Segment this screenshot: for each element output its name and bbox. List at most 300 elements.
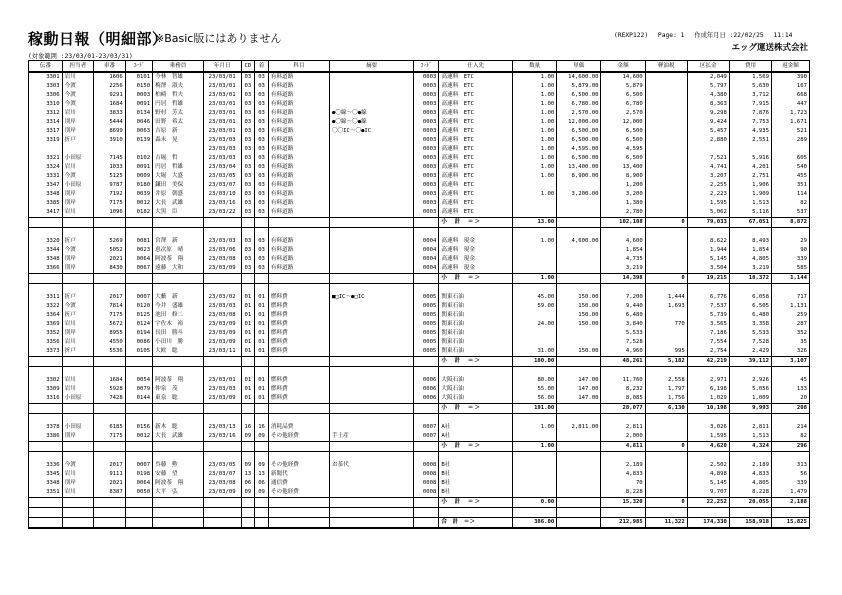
table-cell: 14,600	[601, 72, 645, 82]
table-cell: 0005	[414, 338, 439, 347]
table-cell: 3,200.00	[557, 190, 601, 199]
table-cell: 23/03/03	[203, 136, 241, 145]
table-cell: 23/03/01	[203, 100, 241, 109]
table-cell	[414, 508, 439, 518]
table-cell: 3,026	[687, 423, 729, 432]
table-cell: 0006	[414, 376, 439, 385]
table-cell	[329, 172, 413, 181]
table-cell: 小 計 ＝＞	[439, 498, 513, 508]
table-cell: 23/03/02	[203, 293, 241, 302]
table-cell: 今渡	[62, 172, 94, 181]
table-cell: 48,261	[601, 357, 645, 367]
table-cell: 有料道路	[268, 145, 329, 154]
table-cell	[729, 284, 771, 294]
table-cell: 147.00	[557, 385, 601, 394]
table-cell: 高速料 ETC	[439, 118, 513, 127]
table-cell: 0150	[125, 82, 152, 91]
table-cell: 有料道路	[268, 237, 329, 246]
table-cell	[557, 518, 601, 529]
table-cell: 01	[255, 394, 269, 404]
table-cell	[513, 338, 557, 347]
table-cell: 0102	[125, 154, 152, 163]
table-cell	[94, 498, 126, 508]
table-cell: 67,051	[729, 218, 771, 228]
table-cell	[94, 442, 126, 452]
table-cell: 1,797	[645, 385, 687, 394]
table-cell: 23/03/11	[203, 347, 241, 357]
table-cell: 717	[771, 293, 809, 302]
table-cell: 東泉 聡	[153, 394, 204, 404]
subtotal-row	[29, 498, 810, 508]
table-cell: 23/03/05	[203, 461, 241, 470]
table-cell: 燃料費	[268, 338, 329, 347]
table-cell: 5,116	[729, 208, 771, 218]
table-cell: 03	[241, 100, 255, 109]
table-cell: 2021	[94, 255, 126, 264]
table-cell: 03	[241, 82, 255, 91]
table-cell: 0	[645, 218, 687, 228]
table-cell	[329, 367, 413, 377]
table-cell	[513, 264, 557, 274]
table-cell: 有料道路	[268, 181, 329, 190]
table-cell: 31.00	[513, 347, 557, 357]
table-cell: 158,918	[729, 518, 771, 529]
table-cell	[153, 452, 204, 462]
table-cell: 1033	[94, 163, 126, 172]
table-cell	[557, 452, 601, 462]
table-cell: 2,780	[601, 208, 645, 218]
table-cell	[153, 274, 204, 284]
table-cell	[645, 109, 687, 118]
table-cell: 0008	[414, 479, 439, 488]
table-cell: 別岸	[62, 329, 94, 338]
table-cell	[94, 508, 126, 518]
table-cell: 150.00	[557, 320, 601, 329]
table-cell: 7,200	[601, 293, 645, 302]
table-cell: 円居 哲雄	[153, 100, 204, 109]
table-cell	[771, 414, 809, 424]
table-cell: 1.00	[513, 237, 557, 246]
table-cell	[329, 154, 413, 163]
table-cell: 14,600.00	[557, 72, 601, 82]
table-cell: 小田原	[62, 181, 94, 190]
table-cell	[329, 442, 413, 452]
table-cell: 2,255	[687, 181, 729, 190]
table-cell: 2,189	[729, 461, 771, 470]
table-cell: 4,898	[687, 470, 729, 479]
table-cell: 5,879	[601, 82, 645, 91]
table-cell	[601, 452, 645, 462]
table-cell	[62, 228, 94, 238]
table-cell: 01	[241, 329, 255, 338]
table-cell: 1,723	[771, 109, 809, 118]
table-cell: 4,600.00	[557, 237, 601, 246]
table-cell: 0144	[125, 394, 152, 404]
spacer-row	[29, 508, 810, 518]
table-cell: 23/03/08	[203, 255, 241, 264]
table-cell: 0005	[414, 302, 439, 311]
table-cell: 90	[771, 246, 809, 255]
table-cell: 1,671	[771, 118, 809, 127]
table-cell	[557, 246, 601, 255]
table-cell: 2,189	[601, 461, 645, 470]
table-cell: 池田 修二	[153, 311, 204, 320]
table-cell	[241, 498, 255, 508]
table-cell: 326	[771, 347, 809, 357]
table-cell: 遠藤 大和	[153, 264, 204, 274]
table-cell: ●〇線～〇●線	[329, 118, 413, 127]
table-cell: 03	[255, 199, 269, 208]
table-cell	[203, 218, 241, 228]
table-cell	[645, 100, 687, 109]
table-cell: 1.00	[513, 442, 557, 452]
table-cell: 大長 武雄	[153, 432, 204, 442]
table-cell: 6,780.00	[557, 100, 601, 109]
table-cell	[729, 367, 771, 377]
table-cell: 605	[771, 154, 809, 163]
table-cell: 13,400	[601, 163, 645, 172]
table-cell: 0003	[414, 72, 439, 82]
table-cell: 03	[255, 163, 269, 172]
table-cell	[645, 284, 687, 294]
table-cell	[125, 518, 152, 529]
table-cell: 23/03/09	[203, 264, 241, 274]
table-cell: 540	[771, 163, 809, 172]
table-cell	[125, 508, 152, 518]
table-cell: 1.00	[513, 154, 557, 163]
table-cell: 15,825	[771, 518, 809, 529]
table-cell: 191.00	[513, 404, 557, 414]
table-cell: 995	[645, 347, 687, 357]
table-cell: 5269	[94, 237, 126, 246]
table-cell	[153, 367, 204, 377]
table-cell: 7192	[94, 190, 126, 199]
table-row	[29, 423, 810, 432]
table-cell: お茶代	[329, 461, 413, 470]
table-cell	[645, 414, 687, 424]
table-cell: 03	[241, 127, 255, 136]
table-cell: 関東石油	[439, 329, 513, 338]
table-cell: 1,944	[687, 246, 729, 255]
table-cell	[439, 508, 513, 518]
table-cell: 関東石油	[439, 338, 513, 347]
table-cell: 1.00	[513, 274, 557, 284]
table-cell	[557, 442, 601, 452]
table-cell: 燃料費	[268, 293, 329, 302]
table-cell: 1,854	[601, 246, 645, 255]
table-cell: A社	[439, 432, 513, 442]
table-cell	[255, 357, 269, 367]
table-cell: 03	[255, 118, 269, 127]
table-cell: 4,595	[601, 145, 645, 154]
table-cell: 23/03/09	[203, 488, 241, 498]
table-cell: 133	[771, 385, 809, 394]
table-row	[29, 127, 810, 136]
table-cell: 0007	[125, 293, 152, 302]
table-cell: 6,480	[729, 311, 771, 320]
table-cell: 別岸	[62, 127, 94, 136]
table-cell: 1.00	[513, 145, 557, 154]
table-cell: 恵次原 晴	[153, 246, 204, 255]
table-cell	[439, 414, 513, 424]
table-cell: 3,840	[601, 320, 645, 329]
table-cell: 別岸	[62, 190, 94, 199]
table-cell: 03	[241, 163, 255, 172]
table-cell: 2,558	[645, 376, 687, 385]
table-cell: 03	[241, 109, 255, 118]
table-cell	[268, 452, 329, 462]
table-cell: 長田 勝斗	[153, 329, 204, 338]
table-cell: 小 計 ＝＞	[439, 404, 513, 414]
table-cell	[203, 274, 241, 284]
table-cell: 5536	[94, 347, 126, 357]
table-cell	[203, 367, 241, 377]
table-cell	[29, 367, 63, 377]
table-cell: 3345	[29, 470, 63, 479]
table-cell: 3301	[29, 72, 63, 82]
table-cell	[125, 414, 152, 424]
table-cell: 吉原 新	[153, 127, 204, 136]
table-cell: 岩川	[62, 109, 94, 118]
table-cell: 23/03/09	[203, 329, 241, 338]
table-cell: 9,298	[687, 109, 729, 118]
table-cell: 0194	[125, 329, 152, 338]
table-cell: 0091	[125, 163, 152, 172]
table-cell: 56	[771, 470, 809, 479]
table-cell	[645, 329, 687, 338]
table-cell: 23/03/09	[203, 394, 241, 404]
table-cell	[329, 376, 413, 385]
table-cell: 宮澤 新	[153, 237, 204, 246]
table-cell: 0125	[125, 311, 152, 320]
column-header: 数量	[513, 61, 557, 73]
table-cell	[255, 228, 269, 238]
table-cell: 1606	[94, 72, 126, 82]
table-cell: 1,756	[645, 394, 687, 404]
table-cell: 14,398	[601, 274, 645, 284]
table-cell: 339	[771, 479, 809, 488]
table-cell: 2,570	[601, 109, 645, 118]
table-cell: 有料道路	[268, 127, 329, 136]
table-cell	[329, 82, 413, 91]
table-cell	[125, 452, 152, 462]
table-cell	[687, 228, 729, 238]
table-cell: 23/03/03	[203, 145, 241, 154]
table-cell: 1,693	[645, 302, 687, 311]
table-cell	[513, 479, 557, 488]
table-cell: 6,500	[601, 127, 645, 136]
table-cell: 352	[771, 329, 809, 338]
table-cell	[557, 470, 601, 479]
table-cell: 20	[771, 394, 809, 404]
table-cell	[771, 452, 809, 462]
table-cell	[241, 442, 255, 452]
table-cell: 0003	[414, 109, 439, 118]
table-cell	[94, 274, 126, 284]
table-cell: 23/03/01	[203, 376, 241, 385]
table-cell	[645, 208, 687, 218]
table-cell	[153, 518, 204, 529]
table-cell	[645, 338, 687, 347]
table-cell: 1.00	[513, 136, 557, 145]
table-cell: 燃料費	[268, 329, 329, 338]
table-cell	[414, 404, 439, 414]
table-cell	[329, 199, 413, 208]
table-cell: 仲泉 茂	[153, 385, 204, 394]
table-cell	[62, 404, 94, 414]
table-cell	[153, 284, 204, 294]
table-cell: 3344	[29, 246, 63, 255]
table-cell: 0182	[125, 208, 152, 218]
table-cell: 0003	[414, 91, 439, 100]
table-row	[29, 163, 810, 172]
table-cell	[203, 284, 241, 294]
table-cell: B社	[439, 479, 513, 488]
table-cell: 折戸	[62, 311, 94, 320]
table-cell	[645, 246, 687, 255]
table-cell: 今渡	[62, 91, 94, 100]
table-cell: 1,513	[729, 432, 771, 442]
column-header: ｺｰﾄﾞ	[125, 61, 152, 73]
table-cell: 0003	[414, 190, 439, 199]
table-cell: 別岸	[62, 255, 94, 264]
table-cell: 6,480	[601, 311, 645, 320]
table-cell: 高速料 ETC	[439, 199, 513, 208]
table-cell: 3321	[29, 154, 63, 163]
table-cell	[329, 264, 413, 274]
table-cell: 23/03/01	[203, 91, 241, 100]
table-cell: 23/03/03	[203, 302, 241, 311]
table-cell	[645, 508, 687, 518]
table-cell	[645, 145, 687, 154]
table-cell: 1.00	[513, 100, 557, 109]
table-cell: 3303	[29, 82, 63, 91]
table-cell: 3331	[29, 172, 63, 181]
table-cell: 0007	[125, 461, 152, 470]
company-name: エッグ運送株式会社	[731, 43, 808, 53]
table-cell	[513, 488, 557, 498]
table-cell: 23/03/16	[203, 199, 241, 208]
table-cell	[329, 274, 413, 284]
table-cell: 2,502	[687, 461, 729, 470]
table-cell	[601, 414, 645, 424]
table-cell	[329, 329, 413, 338]
table-cell: 燃料費	[268, 385, 329, 394]
table-cell: 0.00	[513, 498, 557, 508]
table-cell: 45	[771, 376, 809, 385]
table-cell	[29, 414, 63, 424]
table-row	[29, 199, 810, 208]
table-cell	[255, 284, 269, 294]
table-cell	[645, 163, 687, 172]
table-cell	[645, 118, 687, 127]
table-row	[29, 72, 810, 82]
table-cell: 1684	[94, 100, 126, 109]
table-cell: 5,916	[729, 154, 771, 163]
table-cell: 13	[241, 470, 255, 479]
table-cell: 8,085	[601, 394, 645, 404]
table-cell: 2,751	[729, 172, 771, 181]
table-cell: 5,056	[729, 385, 771, 394]
table-cell: 0003	[414, 181, 439, 190]
column-header: 担当者	[62, 61, 94, 73]
table-cell: 0081	[125, 237, 152, 246]
table-cell	[255, 274, 269, 284]
table-cell: 小田原	[62, 394, 94, 404]
table-cell: 0004	[414, 255, 439, 264]
table-cell: 今渡	[62, 461, 94, 470]
table-cell	[268, 508, 329, 518]
table-cell: 有料道路	[268, 82, 329, 91]
table-cell: 390	[771, 72, 809, 82]
table-cell: 7145	[94, 154, 126, 163]
table-cell: 03	[255, 264, 269, 274]
table-cell: 4,935	[729, 127, 771, 136]
table-cell: 3336	[29, 461, 63, 470]
table-cell: 13,400.00	[557, 163, 601, 172]
table-cell: 2,926	[729, 376, 771, 385]
table-cell: 宇佐木 裕	[153, 320, 204, 329]
table-cell: 大欧 聡	[153, 347, 204, 357]
table-cell: 有料道路	[268, 136, 329, 145]
table-cell	[414, 452, 439, 462]
table-cell: 8,232	[601, 385, 645, 394]
table-cell	[414, 414, 439, 424]
table-cell: 0007	[414, 423, 439, 432]
table-cell: 高速料 現金	[439, 264, 513, 274]
table-cell: 59.00	[513, 302, 557, 311]
table-cell	[645, 479, 687, 488]
column-header: 伝番	[29, 61, 63, 73]
table-cell: 5,457	[687, 127, 729, 136]
table-cell: B社	[439, 470, 513, 479]
table-cell: ●〇線～〇●線	[329, 109, 413, 118]
table-cell: 1,029	[687, 394, 729, 404]
table-cell: 5,739	[687, 311, 729, 320]
table-cell: 03	[255, 208, 269, 218]
table-cell	[601, 367, 645, 377]
table-cell: 8,363	[687, 100, 729, 109]
table-cell	[329, 145, 413, 154]
table-cell: 1,380	[601, 199, 645, 208]
table-cell: 大長 武雄	[153, 199, 204, 208]
table-cell: 06	[241, 479, 255, 488]
table-cell	[645, 136, 687, 145]
table-cell	[557, 508, 601, 518]
table-cell	[557, 329, 601, 338]
table-cell	[203, 228, 241, 238]
table-cell	[439, 228, 513, 238]
table-cell	[153, 508, 204, 518]
table-cell: 高速料 ETC	[439, 163, 513, 172]
table-cell	[645, 423, 687, 432]
table-cell	[557, 264, 601, 274]
table-row	[29, 190, 810, 199]
table-cell	[687, 284, 729, 294]
table-cell: 3348	[29, 190, 63, 199]
table-cell: B社	[439, 488, 513, 498]
table-cell: 3,107	[771, 357, 809, 367]
table-cell	[203, 442, 241, 452]
table-cell	[153, 498, 204, 508]
table-cell: 1.00	[513, 172, 557, 181]
table-cell: 0124	[125, 320, 152, 329]
table-cell: 06	[255, 479, 269, 488]
table-cell: 関東石油	[439, 320, 513, 329]
table-cell: 0101	[125, 72, 152, 82]
table-cell: 03	[241, 91, 255, 100]
table-cell: 259	[771, 311, 809, 320]
